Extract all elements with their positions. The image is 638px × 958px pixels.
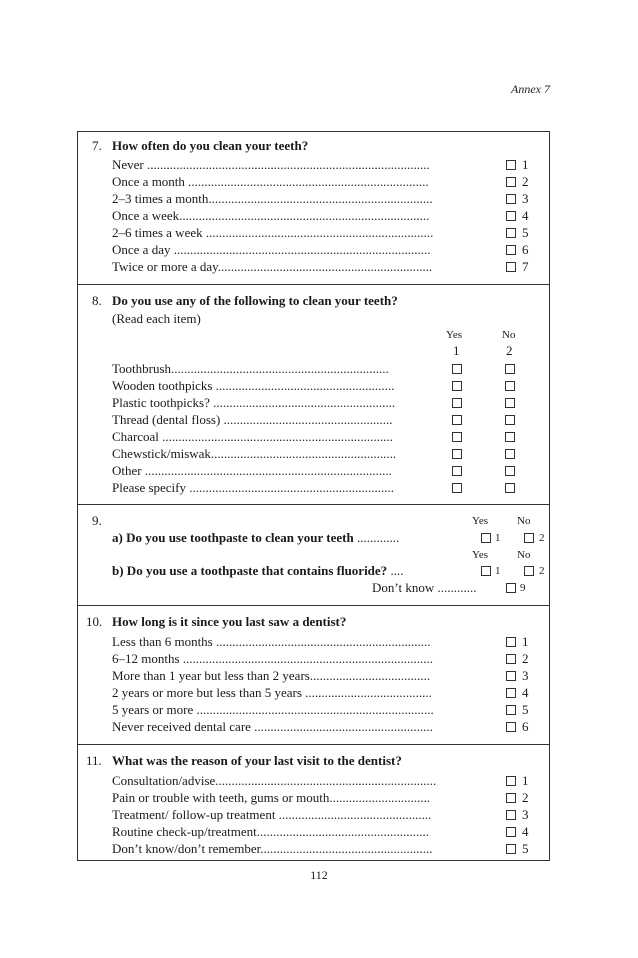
answer-option-row[interactable] [112,824,532,840]
option-code: 4 [522,685,529,700]
leader-dots: .... [390,563,404,578]
option-code: 2 [522,790,529,805]
option-checkbox[interactable] [506,844,516,854]
no-code: 2 [539,532,545,544]
option-label: 5 years or more ......................................................................... [112,702,434,717]
option-label: Treatment/ follow-up treatment ............................................... [112,807,432,822]
no-checkbox[interactable] [505,449,515,459]
option-checkbox[interactable] [506,793,516,803]
answer-option-row[interactable] [112,702,532,718]
leader-dots: ............. [356,530,400,545]
answer-option-row[interactable] [112,225,532,241]
answer-option-row[interactable] [112,773,532,789]
yes-code: 1 [495,532,501,544]
page-number: 112 [310,868,328,882]
answer-option-row[interactable] [112,807,532,823]
item-label: Thread (dental floss) .................................................... [112,412,393,427]
question-number: 11. [86,753,102,768]
item-row [112,429,522,445]
item-row [112,378,522,394]
yes-column-header: Yes [472,549,489,561]
no-checkbox[interactable] [505,483,515,493]
answer-option-row[interactable] [112,685,532,701]
option-label: 2–3 times a month..................................................................... [112,191,433,206]
question-9b-text: b) Do you use a toothpaste that contains fluoride? [112,563,388,578]
option-checkbox[interactable] [506,776,516,786]
no-code: 2 [539,565,545,577]
option-code: 6 [522,242,529,257]
item-row [112,361,522,377]
yes-checkbox[interactable] [452,432,462,442]
option-checkbox[interactable] [506,705,516,715]
yes-checkbox[interactable] [452,415,462,425]
option-checkbox[interactable] [506,654,516,664]
answer-option-row[interactable] [112,719,532,735]
question-9a-text: a) Do you use toothpaste to clean your teeth [112,530,354,545]
yes-checkbox[interactable] [452,449,462,459]
yes-checkbox[interactable] [481,566,491,576]
option-label: Less than 6 months .................................................................. [112,634,431,649]
yes-column-code: 1 [453,343,460,358]
item-row [112,395,522,411]
question-number: 9. [92,513,102,528]
option-checkbox[interactable] [506,228,516,238]
question-title: How often do you clean your teeth? [112,138,309,153]
option-code: 2 [522,651,529,666]
yes-checkbox[interactable] [481,533,491,543]
option-code: 5 [522,702,529,717]
answer-option-row[interactable] [112,157,532,173]
option-checkbox[interactable] [506,194,516,204]
item-label: Toothbrush................................................................... [112,361,389,376]
answer-option-row[interactable] [112,668,532,684]
question-title: What was the reason of your last visit to the dentist? [112,753,402,768]
option-label: Twice or more a day.................................................................. [112,259,433,274]
option-checkbox[interactable] [506,637,516,647]
no-column-header: No [517,549,531,561]
dont-know-row [372,580,532,596]
question-10-section [77,605,550,745]
option-label: Consultation/advise.................................................................... [112,773,437,788]
no-checkbox[interactable] [505,398,515,408]
option-checkbox[interactable] [506,262,516,272]
no-checkbox[interactable] [505,381,515,391]
option-code: 3 [522,191,529,206]
option-code: 1 [522,773,529,788]
option-label: Once a day ............................................................................... [112,242,431,257]
option-checkbox[interactable] [506,160,516,170]
question-title: Do you use any of the following to clean your teeth? [112,293,398,308]
answer-option-row[interactable] [112,651,532,667]
answer-option-row[interactable] [112,841,532,857]
answer-option-row[interactable] [112,208,532,224]
item-row [112,463,522,479]
option-checkbox[interactable] [506,722,516,732]
option-checkbox[interactable] [506,211,516,221]
item-row [112,446,522,462]
option-checkbox[interactable] [506,177,516,187]
answer-option-row[interactable] [112,242,532,258]
item-label: Other ............................................................................ [112,463,392,478]
option-checkbox[interactable] [506,245,516,255]
option-label: 2 years or more but less than 5 years ....................................... [112,685,432,700]
answer-option-row[interactable] [112,634,532,650]
question-8-section [77,284,550,505]
option-code: 3 [522,668,529,683]
answer-option-row[interactable] [112,174,532,190]
no-checkbox[interactable] [524,566,534,576]
no-checkbox[interactable] [505,466,515,476]
option-code: 5 [522,225,529,240]
dont-know-code: 9 [520,582,526,594]
option-label: Don’t know/don’t remember..................................................... [112,841,433,856]
option-code: 7 [522,259,529,274]
yes-column-header: Yes [472,515,489,527]
option-checkbox[interactable] [506,688,516,698]
no-column-code: 2 [506,343,513,358]
option-code: 5 [522,841,529,856]
option-label: Pain or trouble with teeth, gums or mouth............................... [112,790,431,805]
item-label: Chewstick/miswak......................................................... [112,446,397,461]
option-label: Once a month .......................................................................... [112,174,429,189]
no-column-header: No [517,515,531,527]
question-title: How long is it since you last saw a dentist? [112,614,347,629]
question-number: 7. [92,138,102,153]
question-instruction: (Read each item) [112,311,201,326]
option-label: 6–12 months ............................................................................. [112,651,434,666]
question-7-section [77,131,550,285]
dont-know-checkbox[interactable] [506,583,516,593]
yes-checkbox[interactable] [452,466,462,476]
item-row [112,412,522,428]
item-label: Please specify ............................................................... [112,480,395,495]
yes-column-header: Yes [446,329,463,341]
option-code: 4 [522,824,529,839]
question-9a-row [112,530,545,546]
option-code: 2 [522,174,529,189]
question-number: 10. [86,614,103,629]
option-code: 1 [522,157,529,172]
option-label: Never received dental care ....................................................... [112,719,433,734]
option-label: More than 1 year but less than 2 years..................................... [112,668,431,683]
question-11-section [77,744,550,861]
item-label: Wooden toothpicks ....................................................... [112,378,395,393]
item-row [112,480,522,496]
dont-know-label: Don’t know ............ [372,580,477,595]
yes-checkbox[interactable] [452,381,462,391]
question-9b-row [112,563,545,579]
option-checkbox[interactable] [506,671,516,681]
answer-option-row[interactable] [112,191,532,207]
yes-checkbox[interactable] [452,364,462,374]
annex-label: Annex 7 [511,82,550,96]
no-checkbox[interactable] [505,364,515,374]
option-label: Routine check-up/treatment..................................................... [112,824,430,839]
option-checkbox[interactable] [506,827,516,837]
question-9-section [77,504,550,606]
no-checkbox[interactable] [505,415,515,425]
item-label: Plastic toothpicks? ........................................................ [112,395,396,410]
option-code: 4 [522,208,529,223]
yes-checkbox[interactable] [452,483,462,493]
item-label: Charcoal ....................................................................... [112,429,393,444]
no-checkbox[interactable] [524,533,534,543]
answer-option-row[interactable] [112,259,532,275]
option-label: Once a week............................................................................. [112,208,430,223]
option-code: 3 [522,807,529,822]
yes-code: 1 [495,565,501,577]
no-column-header: No [502,329,516,341]
option-code: 6 [522,719,529,734]
question-number: 8. [92,293,102,308]
answer-option-row[interactable] [112,790,532,806]
option-label: 2–6 times a week ...................................................................... [112,225,434,240]
option-label: Never ....................................................................................... [112,157,430,172]
no-checkbox[interactable] [505,432,515,442]
option-checkbox[interactable] [506,810,516,820]
yes-checkbox[interactable] [452,398,462,408]
option-code: 1 [522,634,529,649]
